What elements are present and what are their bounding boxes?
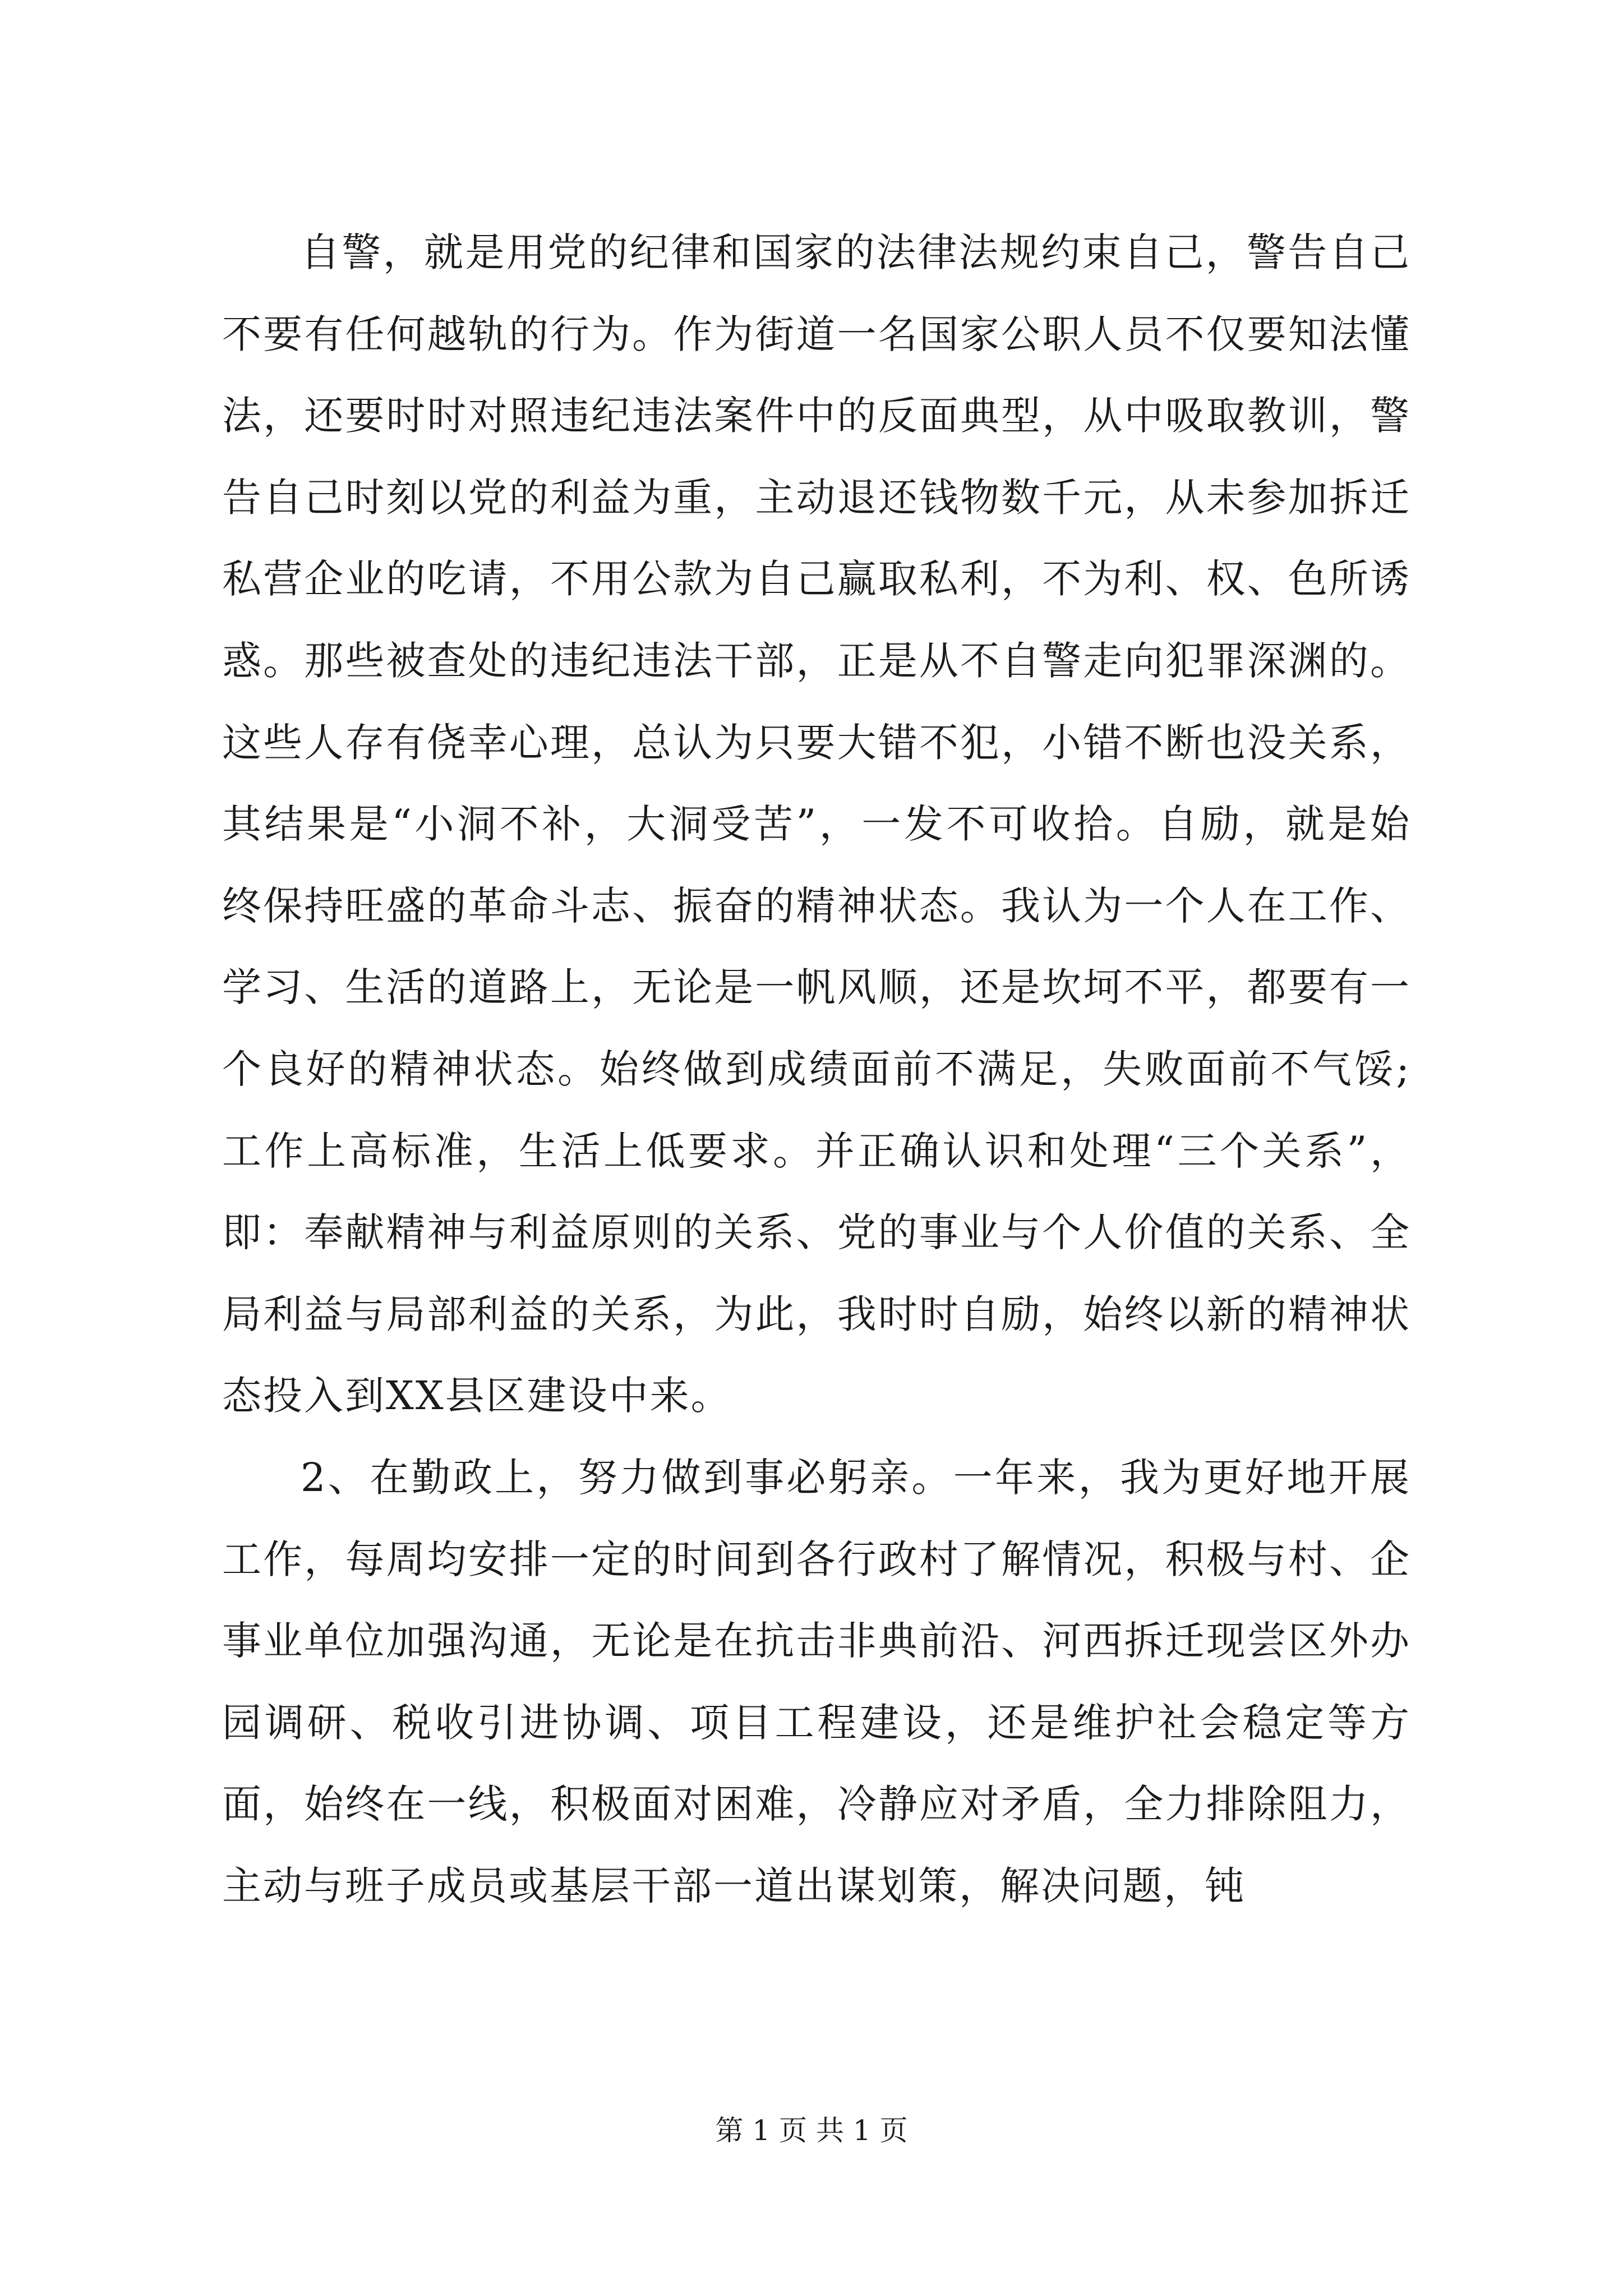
document-body	[222, 212, 1411, 1927]
paragraph-self-discipline: 自警，就是用党的纪律和国家的法律法规约束自己，警告自己不要有任何越轨的行为。作为街道一名国家公职人员不仅要知法懂法，还要时时对照违纪违法案件中的反面典型，从中吸取教训，警告自己时刻以党的利益为重，主动退还钱物数千元，从未参加拆迁私营企业的吃请，不用公款为自己赢取私利，不为利、权、色所诱惑。那些被查处的违纪违法干部，正是从不自警走向犯罪深渊的。这些人存有侥幸心理，总认为只要大错不犯，小错不断也没关系，其结果是“小洞不补，大洞受苦”，一发不可收拾。自励，就是始终保持旺盛的革命斗志、振奋的精神状态。我认为一个人在工作、学习、生活的道路上，无论是一帆风顺，还是坎坷不平，都要有一个良好的精神状态。始终做到成绩面前不满足，失败面前不气馁;工作上高标准，生活上低要求。并正确认识和处理“三个关系”，即：奉献精神与利益原则的关系、党的事业与个人价值的关系、全局利益与局部利益的关系，为此，我时时自励，始终以新的精神状态投入到XX县区建设中来。	[222, 229, 1411, 1419]
page-number-footer: 第 1 页 共 1 页	[715, 2114, 908, 2147]
paragraph-diligent-governance: 2、在勤政上，努力做到事必躬亲。一年来，我为更好地开展工作，每周均安排一定的时间到各行政村了解情况，积极与村、企事业单位加强沟通，无论是在抗击非典前沿、河西拆迁现尝区外办园调研、税收引进协调、项目工程建设，还是维护社会稳定等方面，始终在一线，积极面对困难，冷静应对矛盾，全力排除阻力，主动与班子成员或基层干部一道出谋划策，解决问题，钝	[222, 1454, 1411, 1909]
